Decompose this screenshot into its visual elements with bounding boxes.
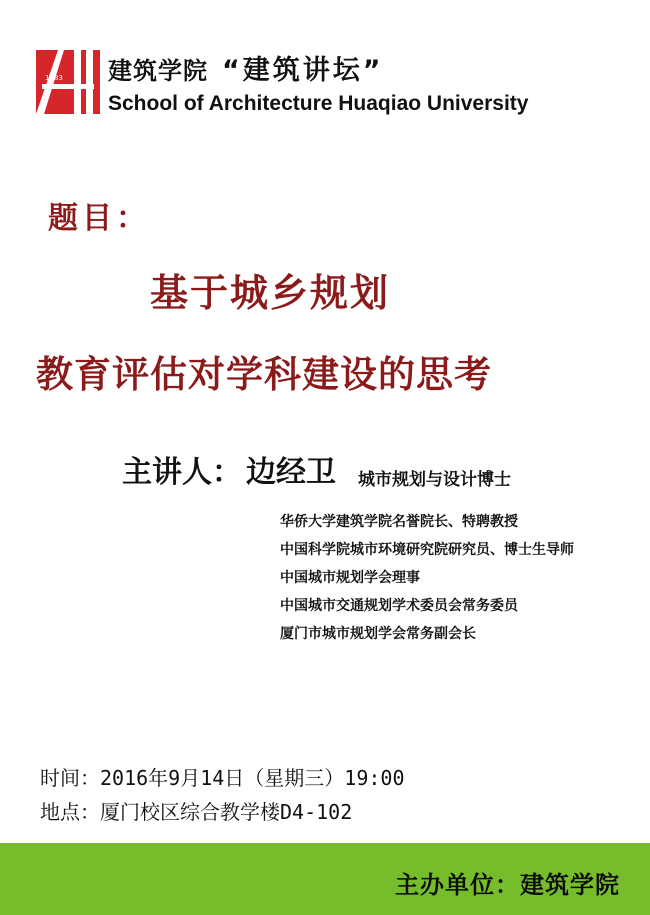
- role-item: 中国科学院城市环境研究院研究员、博士生导师: [280, 542, 574, 558]
- role-item: 厦门市城市规划学会常务副会长: [280, 626, 476, 642]
- footer-band: [0, 843, 650, 915]
- logo-year: 1983: [45, 74, 63, 82]
- role-item: 中国城市交通规划学术委员会常务委员: [280, 598, 518, 614]
- school-logo: [36, 50, 100, 114]
- topic-label: 题目：: [48, 201, 150, 236]
- school-name-en: School of Architecture Huaqiao University: [108, 92, 529, 115]
- lecture-title-line-2: 教育评估对学科建设的思考: [36, 353, 492, 396]
- speaker-roles: [280, 508, 574, 648]
- forum-title: “建筑讲坛”: [222, 55, 384, 86]
- host-organizer: 主办单位：建筑学院: [395, 871, 620, 899]
- header-title: [108, 48, 384, 87]
- event-time: 时间：2016年9月14日（星期三）19:00: [40, 766, 405, 790]
- speaker-line: [122, 447, 511, 491]
- lecture-title-line-1: 基于城乡规划: [150, 271, 391, 315]
- speaker-degree: 城市规划与设计博士: [358, 470, 511, 490]
- speaker-name: 边经卫: [246, 455, 336, 490]
- role-item: 中国城市规划学会理事: [280, 570, 420, 586]
- event-place: 地点：厦门校区综合教学楼D4-102: [40, 800, 353, 824]
- school-name-cn: 建筑学院: [108, 57, 208, 85]
- role-item: 华侨大学建筑学院名誉院长、特聘教授: [280, 514, 518, 530]
- speaker-label: 主讲人：: [122, 455, 242, 490]
